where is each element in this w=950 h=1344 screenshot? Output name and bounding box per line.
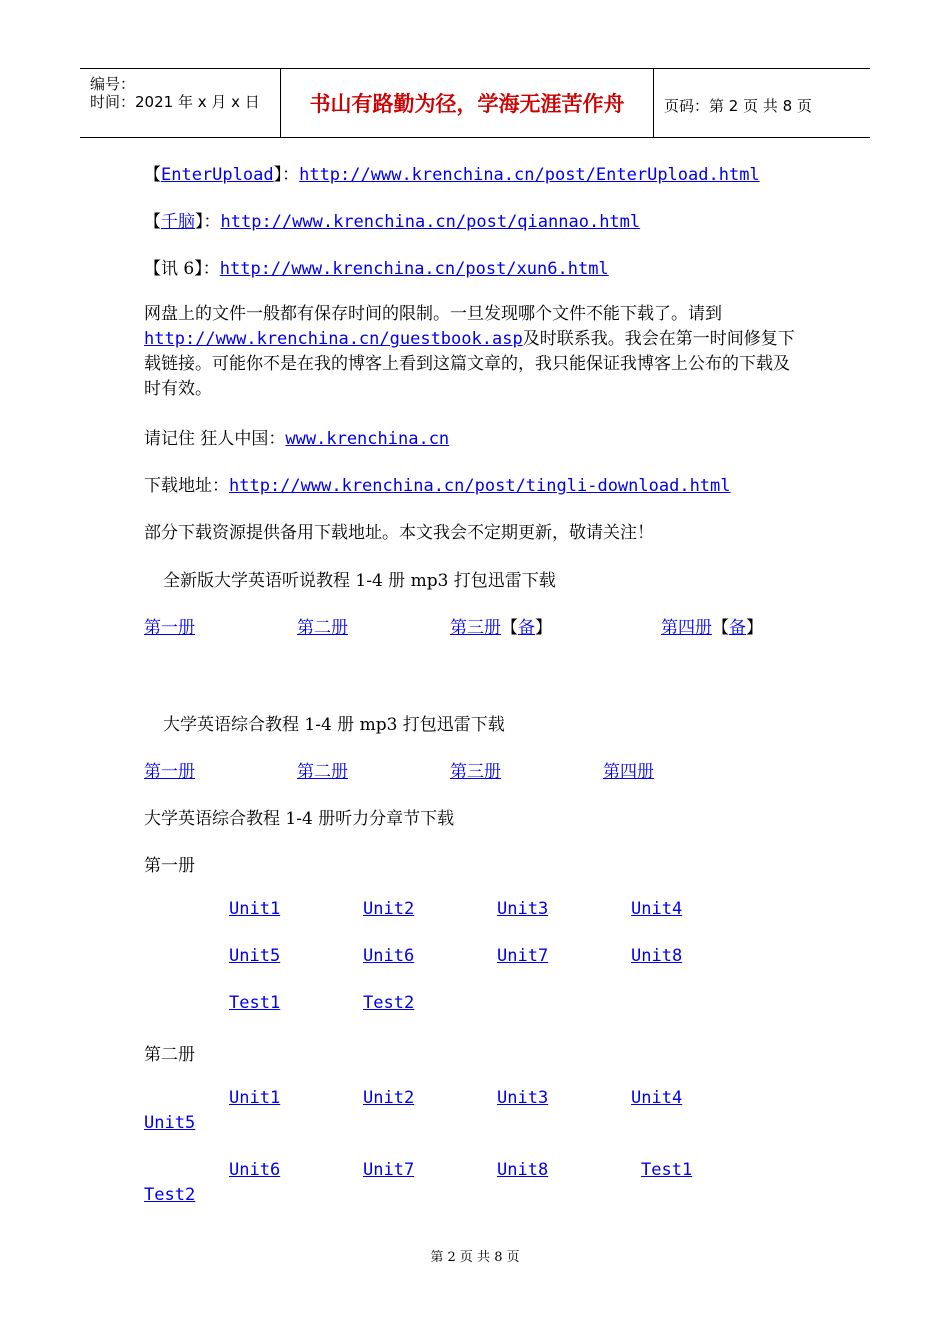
- download-line: 下载地址：http://www.krenchina.cn/post/tingli-download.html: [144, 476, 731, 496]
- book1-unit3-link[interactable]: Unit3: [497, 899, 549, 919]
- book1-unit6-link[interactable]: Unit6: [363, 946, 415, 966]
- page-header: [80, 68, 870, 138]
- section1-vol3-link[interactable]: 第三册: [450, 618, 501, 638]
- book2-unit6-link[interactable]: Unit6: [229, 1160, 281, 1180]
- book1-test1-link[interactable]: Test1: [229, 993, 281, 1013]
- book2-test2-link[interactable]: Test2: [144, 1185, 196, 1205]
- book2-unit1-link[interactable]: Unit1: [229, 1088, 281, 1108]
- remember-line: 请记住 狂人中国：www.krenchina.cn: [144, 429, 450, 449]
- page-footer: 第 2 页 共 8 页: [430, 1250, 520, 1265]
- link-line-qiannao: 【千脑】：http://www.krenchina.cn/post/qiannao.html: [144, 212, 641, 232]
- homepage-link[interactable]: www.krenchina.cn: [285, 429, 450, 449]
- update-note: 部分下载资源提供备用下载地址。本文我会不定期更新，敬请关注！: [144, 523, 654, 543]
- book2-test1-link[interactable]: Test1: [641, 1160, 693, 1180]
- section1-vol1-link[interactable]: 第一册: [144, 618, 195, 638]
- book1-unit5-link[interactable]: Unit5: [229, 946, 281, 966]
- notice-paragraph: 网盘上的文件一般都有保存时间的限制。一旦发现哪个文件不能下载了。请到http://www.krenchina.cn/guestbook.asp及时联系我。我会在第一时间修复下载链接。可能你不是在我的博客上看到这篇文章的，我只能保证我博客上公布的下载及时有效。: [144, 304, 795, 399]
- section1-vol4-link[interactable]: 第四册: [661, 618, 712, 638]
- link-line-xun6: 【讯 6】：http://www.krenchina.cn/post/xun6.html: [144, 259, 609, 279]
- link-line-enterupload: 【EnterUpload】：http://www.krenchina.cn/post/EnterUpload.html: [144, 165, 760, 185]
- section1-vol4-backup-link[interactable]: 备: [729, 618, 746, 638]
- section1-vol3-backup-link[interactable]: 备: [518, 618, 535, 638]
- section2-vol2-link[interactable]: 第二册: [297, 762, 348, 782]
- xun6-url-link[interactable]: http://www.krenchina.cn/post/xun6.html: [219, 259, 609, 279]
- section1-vol3-group: 第三册【备】: [450, 618, 552, 638]
- book1-unit7-link[interactable]: Unit7: [497, 946, 549, 966]
- book1-test2-link[interactable]: Test2: [363, 993, 415, 1013]
- book1-unit2-link[interactable]: Unit2: [363, 899, 415, 919]
- qiannao-url-link[interactable]: http://www.krenchina.cn/post/qiannao.html: [220, 212, 641, 232]
- book2-unit3-link[interactable]: Unit3: [497, 1088, 549, 1108]
- header-page-number: 页码：第 2 页 共 8 页: [664, 97, 812, 115]
- section2-vol1-link[interactable]: 第一册: [144, 762, 195, 782]
- book1-unit1-link[interactable]: Unit1: [229, 899, 281, 919]
- book2-label: 第二册: [144, 1045, 195, 1065]
- guestbook-link[interactable]: http://www.krenchina.cn/guestbook.asp: [144, 329, 523, 349]
- section3-title: 大学英语综合教程 1-4 册听力分章节下载: [144, 809, 455, 829]
- book2-unit8-link[interactable]: Unit8: [497, 1160, 549, 1180]
- enterupload-url-link[interactable]: http://www.krenchina.cn/post/EnterUpload.html: [299, 165, 760, 185]
- serial-label: 编号：: [90, 75, 136, 93]
- download-page-link[interactable]: http://www.krenchina.cn/post/tingli-download.html: [229, 476, 731, 496]
- book1-unit8-link[interactable]: Unit8: [631, 946, 683, 966]
- section2-vol4-link[interactable]: 第四册: [603, 762, 654, 782]
- qiannao-name-link[interactable]: 千脑: [161, 212, 195, 232]
- time-label: 时间：2021 年 x 月 x 日: [90, 93, 260, 111]
- section2-title: 大学英语综合教程 1-4 册 mp3 打包迅雷下载: [163, 715, 505, 735]
- enterupload-name-link[interactable]: EnterUpload: [161, 165, 274, 185]
- book1-label: 第一册: [144, 856, 195, 876]
- section1-vol2-link[interactable]: 第二册: [297, 618, 348, 638]
- header-info-cell: [80, 69, 281, 137]
- book2-unit4-link[interactable]: Unit4: [631, 1088, 683, 1108]
- book2-unit2-link[interactable]: Unit2: [363, 1088, 415, 1108]
- book2-unit7-link[interactable]: Unit7: [363, 1160, 415, 1180]
- book2-unit5-link[interactable]: Unit5: [144, 1113, 196, 1133]
- section1-vol4-group: 第四册【备】: [641, 613, 763, 638]
- section2-vol3-link[interactable]: 第三册: [450, 762, 501, 782]
- header-motto: 书山有路勤为径，学海无涯苦作舟: [281, 69, 654, 137]
- section1-title: 全新版大学英语听说教程 1-4 册 mp3 打包迅雷下载: [163, 571, 556, 591]
- book1-unit4-link[interactable]: Unit4: [631, 899, 683, 919]
